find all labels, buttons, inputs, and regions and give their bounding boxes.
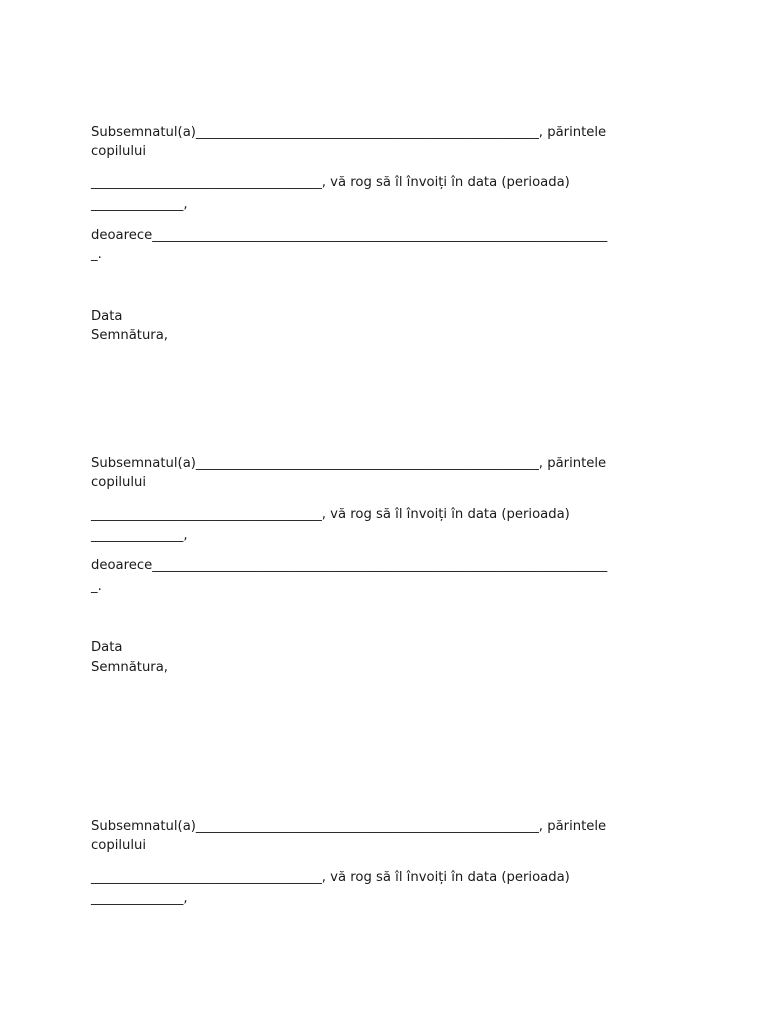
date-label: Data bbox=[91, 640, 123, 655]
signature-label: Semnătura, bbox=[91, 328, 168, 343]
period-blank-line: ______________, bbox=[91, 891, 188, 906]
child-label-line: copilului bbox=[91, 838, 147, 853]
reason-end-line: _. bbox=[91, 579, 102, 594]
child-label-line: copilului bbox=[91, 144, 147, 159]
parent-name-line: Subsemnatul(a)____________________________________________________, părintele bbox=[91, 456, 607, 471]
period-blank-line: ______________, bbox=[91, 528, 188, 543]
period-blank-line: ______________, bbox=[91, 197, 188, 212]
parent-name-line: Subsemnatul(a)____________________________________________________, părintele bbox=[91, 819, 607, 834]
reason-end-line: _. bbox=[91, 247, 102, 262]
reason-line: deoarece_____________________________________________________________________ bbox=[91, 228, 608, 243]
signature-label: Semnătura, bbox=[91, 660, 168, 675]
reason-line: deoarece_____________________________________________________________________ bbox=[91, 558, 608, 573]
child-label-line: copilului bbox=[91, 475, 147, 490]
request-line: ___________________________________, vă rog să îl învoiți în data (perioada) bbox=[91, 870, 570, 885]
date-label: Data bbox=[91, 309, 123, 324]
parent-name-line: Subsemnatul(a)____________________________________________________, părintele bbox=[91, 125, 607, 140]
request-line: ___________________________________, vă rog să îl învoiți în data (perioada) bbox=[91, 175, 570, 190]
request-line: ___________________________________, vă rog să îl învoiți în data (perioada) bbox=[91, 507, 570, 522]
